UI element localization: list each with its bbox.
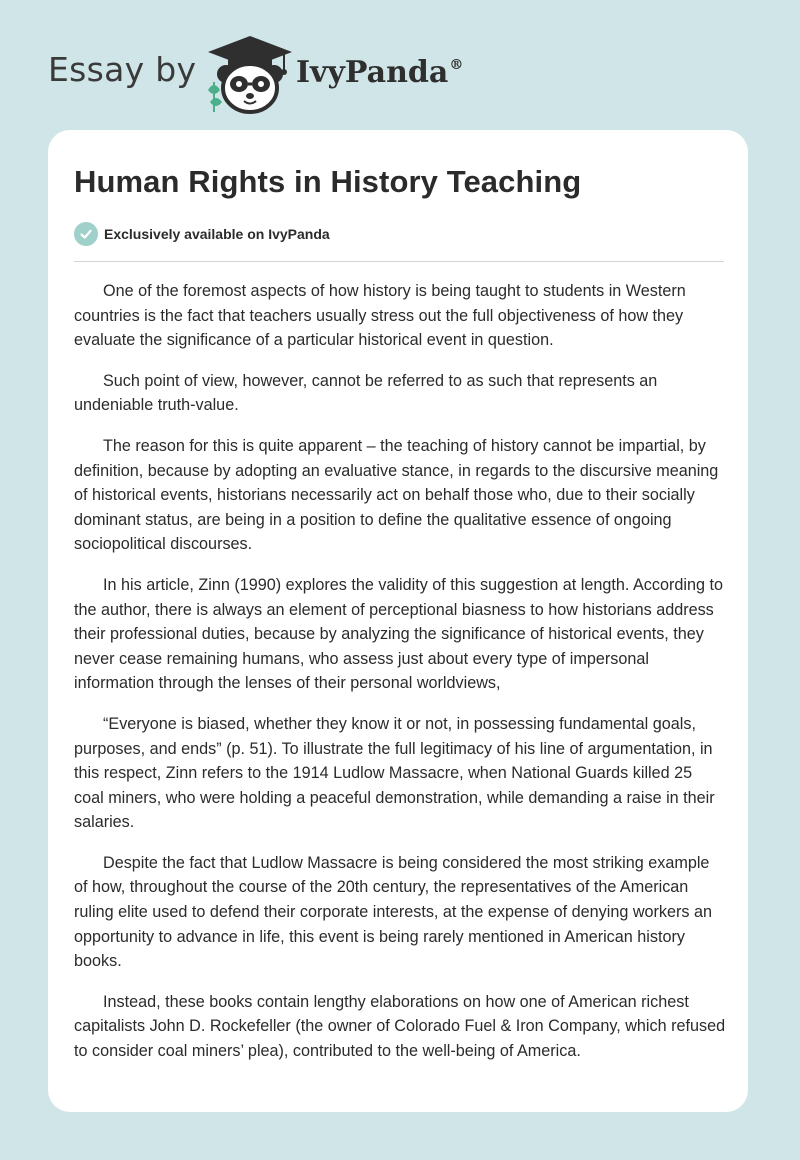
essay-by-label: Essay by <box>48 50 197 89</box>
essay-body <box>74 279 726 1080</box>
paragraph: Instead, these books contain lengthy elaborations on how one of American richest capitalists John D. Rockefeller (the owner of Colorado Fuel & Iron Company, which refused to consider coal miners’ plea), contributed to the well-being of America. <box>74 992 726 1061</box>
essay-card <box>48 130 748 1112</box>
registered-mark: ® <box>449 57 464 73</box>
paragraph: One of the foremost aspects of how history is being taught to students in Western countries is the fact that teachers usually stress out the full objectiveness of how they evaluate the significance of a particular historical event in question. <box>74 282 686 350</box>
panda-graduate-icon[interactable] <box>200 30 300 115</box>
site-header <box>0 0 800 130</box>
brand-text: IvyPanda <box>296 55 449 90</box>
paragraph: Such point of view, however, cannot be referred to as such that represents an undeniable truth-value. <box>74 371 658 415</box>
paragraph: “Everyone is biased, whether they know it or not, in possessing fundamental goals, purposes, and ends” (p. 51). To illustrate the full legitimacy of his line of argumentation, in this respect, Zinn refers to the 1914 Ludlow Massacre, when National Guards killed 25 coal miners, who were holding a peaceful demonstration, while demanding a raise in their salaries. <box>74 714 715 832</box>
paragraph: The reason for this is quite apparent – the teaching of history cannot be impartial, by definition, because by adopting an evaluative stance, in regards to the discursive meaning of historical events, historians necessarily act on behalf those who, due to their socially dominant status, are being in a position to define the qualitative essence of ongoing sociopolitical discourses. <box>74 436 719 554</box>
page-title: Human Rights in History Teaching <box>74 164 582 199</box>
paragraph: In his article, Zinn (1990) explores the validity of this suggestion at length. According to the author, there is always an element of perceptional biasness to how historians address their professional duties, because by analyzing the significance of historical events, they never cease remaining humans, who assess just about every type of impersonal information through the lenses of their personal worldviews, <box>74 575 723 693</box>
brand-name[interactable] <box>296 55 463 90</box>
exclusive-badge <box>74 222 330 246</box>
divider <box>74 261 724 262</box>
check-circle-icon <box>74 222 98 246</box>
paragraph: Despite the fact that Ludlow Massacre is being considered the most striking example of how, throughout the course of the 20th century, the representatives of the American ruling elite used to defend their corporate interests, at the expense of denying workers an opportunity to advance in life, this event is being rarely mentioned in American history books. <box>74 853 712 971</box>
badge-text: Exclusively available on IvyPanda <box>104 226 330 242</box>
